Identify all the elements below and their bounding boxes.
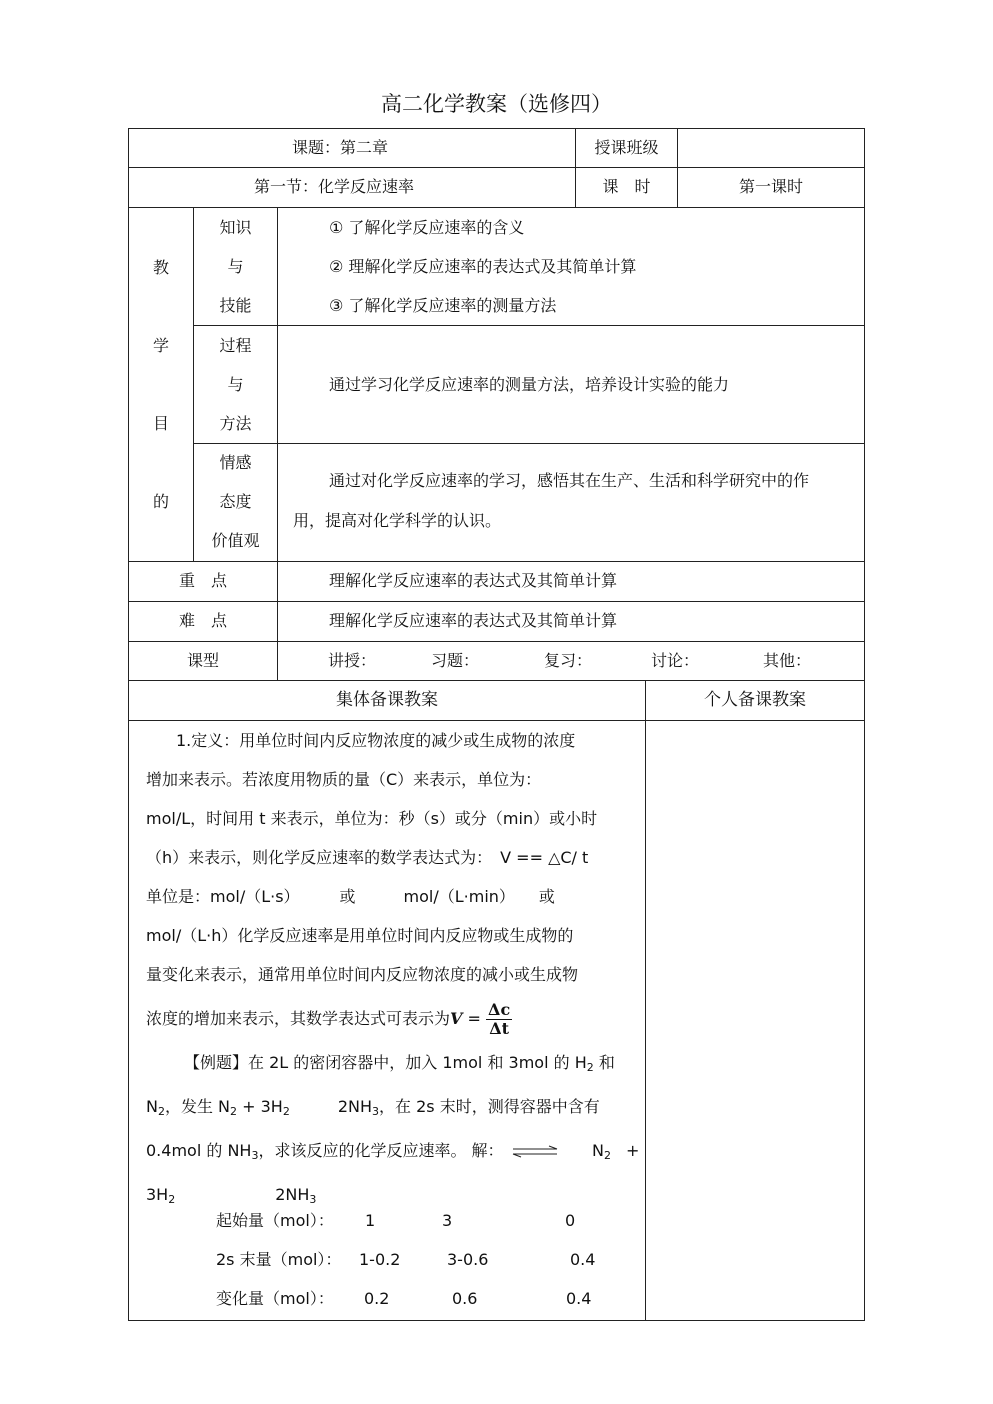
category-process: 与 xyxy=(227,375,244,394)
example-label: 【例题】 xyxy=(184,1053,249,1072)
example-line: 【例题】在 2L 的密闭容器中，加入 1mol 和 3mol 的 $H_2$ 和 xyxy=(184,1053,615,1074)
difficult-point-label: 难 点 xyxy=(178,611,227,630)
calc-value: 0.2 xyxy=(364,1289,390,1308)
objective-item: 用，提高对化学科学的认识。 xyxy=(293,511,502,530)
calc-value: 0 xyxy=(565,1211,576,1230)
lesson-type-option: 其他： xyxy=(763,651,812,670)
formula-denominator: Δt xyxy=(489,1019,510,1038)
calc-value: 0.4 xyxy=(570,1250,596,1269)
category-knowledge: 与 xyxy=(227,257,244,276)
formula-eq: = xyxy=(467,1009,481,1028)
lesson-type-option: 讨论： xyxy=(651,651,700,670)
category-knowledge: 技能 xyxy=(219,296,252,315)
key-point-value: 理解化学反应速率的表达式及其简单计算 xyxy=(329,571,618,590)
personal-plan-header: 个人备课教案 xyxy=(704,690,806,710)
objective-label-char: 的 xyxy=(152,492,169,511)
group-plan-header: 集体备课教案 xyxy=(336,690,438,710)
category-knowledge: 知识 xyxy=(219,218,252,237)
objective-label-char: 学 xyxy=(152,336,169,355)
topic: 课题：第二章 xyxy=(292,138,389,157)
objective-item: 通过对化学反应速率的学习，感悟其在生产、生活和科学研究中的作 xyxy=(329,471,810,490)
example-line: 0.4mol 的 $NH_3$，求该反应的化学反应速率。 解： $N_2$ + xyxy=(146,1131,636,1175)
objective-item: ② 理解化学反应速率的表达式及其简单计算 xyxy=(329,257,637,276)
category-process: 方法 xyxy=(219,414,252,433)
period-value: 第一课时 xyxy=(738,177,803,196)
objective-item: ③ 了解化学反应速率的测量方法 xyxy=(329,296,557,315)
category-attitude: 价值观 xyxy=(211,531,260,550)
content-line: （h）来表示，则化学反应速率的数学表达式为： V == △C/ t xyxy=(146,848,589,867)
objective-label-char: 目 xyxy=(152,414,169,433)
objective-item: 通过学习化学反应速率的测量方法，培养设计实验的能力 xyxy=(329,375,730,394)
calc-row-label: 变化量（mol）： xyxy=(216,1289,334,1308)
category-process: 过程 xyxy=(219,336,252,355)
example-n2: $N_2$ xyxy=(592,1141,611,1162)
example-plus: + xyxy=(626,1141,640,1160)
content-line: 增加来表示。若浓度用物质的量（C）来表示，单位为： xyxy=(146,770,542,789)
content-line: mol/L，时间用 t 来表示，单位为：秒（s）或分（min）或小时 xyxy=(146,809,598,828)
lesson-type-option: 讲授： xyxy=(328,651,377,670)
class-label: 授课班级 xyxy=(594,138,659,157)
category-attitude: 情感 xyxy=(219,453,252,472)
example-line: $N_2$，发生 $N_2 + 3H_2$ $2NH_3$，在 2s 末时，测得容器中含有 xyxy=(146,1097,600,1118)
calc-value: 0.6 xyxy=(452,1289,478,1308)
difficult-point-value: 理解化学反应速率的表达式及其简单计算 xyxy=(329,611,618,630)
lesson-content xyxy=(146,721,640,1219)
calc-value: 1-0.2 xyxy=(359,1250,401,1269)
content-line: mol/（L·h）化学反应速率是用单位时间内反应物或生成物的 xyxy=(146,926,574,945)
calc-value: 3 xyxy=(442,1211,453,1230)
page-title: 高二化学教案（选修四） xyxy=(381,92,612,116)
key-point-label: 重 点 xyxy=(178,571,227,590)
period-label: 课 时 xyxy=(602,177,651,196)
formula-line xyxy=(146,994,636,1043)
content-line: 浓度的增加来表示，其数学表达式可表示为 xyxy=(146,1009,451,1028)
lesson-type-option: 复习： xyxy=(544,651,593,670)
equilibrium-arrow-icon xyxy=(511,1145,559,1159)
objective-label-char: 教 xyxy=(152,258,169,277)
content-line: 量变化来表示，通常用单位时间内反应物浓度的减小或生成物 xyxy=(146,965,579,984)
formula-lhs: V xyxy=(450,1009,463,1028)
category-attitude: 态度 xyxy=(219,492,252,511)
calc-value: 1 xyxy=(365,1211,376,1230)
calc-value: 3-0.6 xyxy=(447,1250,489,1269)
content-line: 1.定义：用单位时间内反应物浓度的减少或生成物的浓度 xyxy=(176,731,576,750)
formula-numerator: Δc xyxy=(488,1000,511,1019)
objective-item: ① 了解化学反应速率的含义 xyxy=(329,218,525,237)
lesson-type-option: 习题： xyxy=(431,651,480,670)
calc-value: 0.4 xyxy=(566,1289,592,1308)
example-line: $3H_2$ $2NH_3$ xyxy=(146,1185,317,1206)
section-title: 第一节：化学反应速率 xyxy=(254,177,415,196)
calc-row-label: 起始量（mol）： xyxy=(216,1211,334,1230)
lesson-type-label: 课型 xyxy=(186,651,219,670)
calc-row-label: 2s 末量（mol）： xyxy=(216,1250,342,1269)
content-line: 单位是：mol/（L·s） 或 mol/（L·min） 或 xyxy=(146,887,555,906)
rate-formula xyxy=(486,1001,512,1038)
